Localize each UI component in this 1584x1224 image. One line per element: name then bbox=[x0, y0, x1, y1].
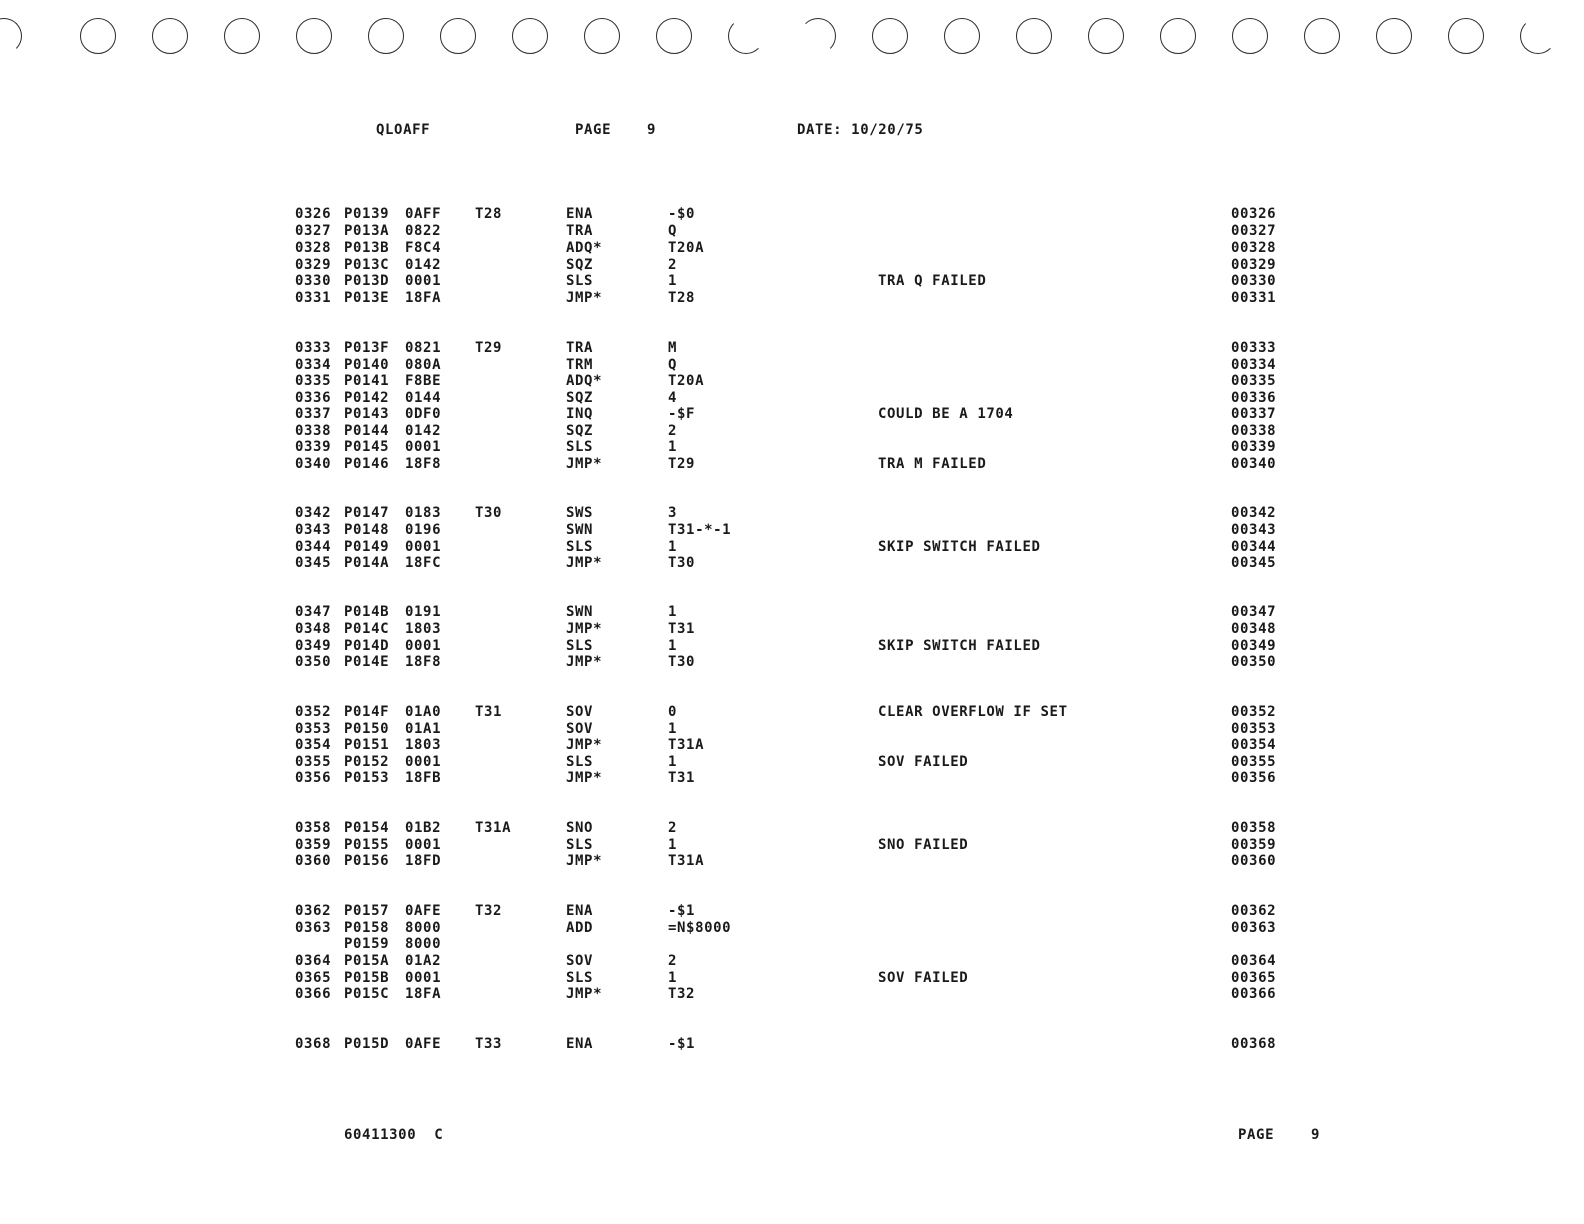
listing-row bbox=[0, 621, 1584, 638]
line-number: 0353 bbox=[295, 721, 332, 737]
operand: -$1 bbox=[668, 903, 696, 919]
listing-row bbox=[0, 439, 1584, 456]
operand: 2 bbox=[668, 423, 678, 439]
listing-row bbox=[0, 357, 1584, 374]
listing-row bbox=[0, 290, 1584, 307]
object-code: 1803 bbox=[405, 621, 442, 637]
line-number: 0350 bbox=[295, 654, 332, 670]
object-code: 0142 bbox=[405, 423, 442, 439]
line-number: 0352 bbox=[295, 704, 332, 720]
object-code: 1803 bbox=[405, 737, 442, 753]
line-number: 0359 bbox=[295, 837, 332, 853]
listing-row bbox=[0, 737, 1584, 754]
statement-label: T32 bbox=[475, 903, 503, 919]
listing-row bbox=[0, 770, 1584, 787]
address: P0146 bbox=[344, 456, 390, 472]
sequence-number: 00350 bbox=[1231, 654, 1277, 670]
footer-document-code: 60411300 C bbox=[344, 1127, 444, 1143]
opcode: ENA bbox=[566, 206, 594, 222]
object-code: 8000 bbox=[405, 920, 442, 936]
line-number: 0362 bbox=[295, 903, 332, 919]
operand: T31-*-1 bbox=[668, 522, 732, 538]
comment: SKIP SWITCH FAILED bbox=[878, 638, 1041, 654]
operand: -$0 bbox=[668, 206, 696, 222]
opcode: JMP* bbox=[566, 853, 603, 869]
operand: Q bbox=[668, 357, 678, 373]
opcode: SNO bbox=[566, 820, 594, 836]
sequence-number: 00363 bbox=[1231, 920, 1277, 936]
listing-row bbox=[0, 522, 1584, 539]
address: P0149 bbox=[344, 539, 390, 555]
address: P0157 bbox=[344, 903, 390, 919]
line-number: 0326 bbox=[295, 206, 332, 222]
operand: T32 bbox=[668, 986, 696, 1002]
listing-row bbox=[0, 456, 1584, 473]
line-number: 0334 bbox=[295, 357, 332, 373]
object-code: 0142 bbox=[405, 257, 442, 273]
address: P0148 bbox=[344, 522, 390, 538]
address: P0147 bbox=[344, 505, 390, 521]
operand: 1 bbox=[668, 539, 678, 555]
sequence-number: 00354 bbox=[1231, 737, 1277, 753]
statement-label: T29 bbox=[475, 340, 503, 356]
listing-row bbox=[0, 257, 1584, 274]
opcode: SLS bbox=[566, 439, 594, 455]
sequence-number: 00336 bbox=[1231, 390, 1277, 406]
line-number: 0355 bbox=[295, 754, 332, 770]
opcode: JMP* bbox=[566, 555, 603, 571]
line-number: 0366 bbox=[295, 986, 332, 1002]
opcode: SQZ bbox=[566, 423, 594, 439]
operand: 1 bbox=[668, 970, 678, 986]
line-number: 0328 bbox=[295, 240, 332, 256]
opcode: SWN bbox=[566, 522, 594, 538]
opcode: SLS bbox=[566, 539, 594, 555]
sequence-number: 00337 bbox=[1231, 406, 1277, 422]
sequence-number: 00362 bbox=[1231, 903, 1277, 919]
listing-row bbox=[0, 505, 1584, 522]
line-number: 0327 bbox=[295, 223, 332, 239]
opcode: SQZ bbox=[566, 257, 594, 273]
object-code: 0001 bbox=[405, 638, 442, 654]
listing-row bbox=[0, 240, 1584, 257]
line-number: 0349 bbox=[295, 638, 332, 654]
sequence-number: 00365 bbox=[1231, 970, 1277, 986]
opcode: ADQ* bbox=[566, 373, 603, 389]
sequence-number: 00326 bbox=[1231, 206, 1277, 222]
opcode: SLS bbox=[566, 837, 594, 853]
address: P0150 bbox=[344, 721, 390, 737]
sequence-number: 00331 bbox=[1231, 290, 1277, 306]
listing-row bbox=[0, 539, 1584, 556]
comment: COULD BE A 1704 bbox=[878, 406, 1014, 422]
sequence-number: 00352 bbox=[1231, 704, 1277, 720]
operand: 2 bbox=[668, 257, 678, 273]
object-code: 0144 bbox=[405, 390, 442, 406]
listing-row bbox=[0, 638, 1584, 655]
sequence-number: 00368 bbox=[1231, 1036, 1277, 1052]
object-code: 18F8 bbox=[405, 456, 442, 472]
statement-label: T31A bbox=[475, 820, 512, 836]
comment: SOV FAILED bbox=[878, 970, 969, 986]
operand: T31 bbox=[668, 621, 696, 637]
line-number: 0342 bbox=[295, 505, 332, 521]
address: P014E bbox=[344, 654, 390, 670]
opcode: JMP* bbox=[566, 737, 603, 753]
object-code: 01A2 bbox=[405, 953, 442, 969]
sequence-number: 00330 bbox=[1231, 273, 1277, 289]
line-number: 0336 bbox=[295, 390, 332, 406]
address: P015C bbox=[344, 986, 390, 1002]
opcode: ENA bbox=[566, 1036, 594, 1052]
line-number: 0364 bbox=[295, 953, 332, 969]
object-code: 0AFE bbox=[405, 903, 442, 919]
sequence-number: 00356 bbox=[1231, 770, 1277, 786]
opcode: ADD bbox=[566, 920, 594, 936]
line-number: 0344 bbox=[295, 539, 332, 555]
listing-row bbox=[0, 704, 1584, 721]
address: P013C bbox=[344, 257, 390, 273]
line-number: 0340 bbox=[295, 456, 332, 472]
sequence-number: 00340 bbox=[1231, 456, 1277, 472]
sequence-number: 00349 bbox=[1231, 638, 1277, 654]
opcode: SLS bbox=[566, 754, 594, 770]
statement-label: T33 bbox=[475, 1036, 503, 1052]
object-code: F8C4 bbox=[405, 240, 442, 256]
sequence-number: 00355 bbox=[1231, 754, 1277, 770]
address: P013B bbox=[344, 240, 390, 256]
line-number: 0329 bbox=[295, 257, 332, 273]
operand: 1 bbox=[668, 273, 678, 289]
address: P014D bbox=[344, 638, 390, 654]
address: P014A bbox=[344, 555, 390, 571]
listing-row bbox=[0, 373, 1584, 390]
sequence-number: 00328 bbox=[1231, 240, 1277, 256]
object-code: 0001 bbox=[405, 539, 442, 555]
line-number: 0343 bbox=[295, 522, 332, 538]
listing-row bbox=[0, 406, 1584, 423]
opcode: INQ bbox=[566, 406, 594, 422]
operand: 1 bbox=[668, 754, 678, 770]
listing-row bbox=[0, 837, 1584, 854]
footer-page-number: 9 bbox=[1311, 1127, 1321, 1143]
statement-label: T28 bbox=[475, 206, 503, 222]
opcode: SLS bbox=[566, 970, 594, 986]
line-number: 0333 bbox=[295, 340, 332, 356]
listing-row bbox=[0, 223, 1584, 240]
operand: T31A bbox=[668, 853, 705, 869]
line-number: 0365 bbox=[295, 970, 332, 986]
object-code: 0AFE bbox=[405, 1036, 442, 1052]
listing-row bbox=[0, 206, 1584, 223]
sequence-number: 00329 bbox=[1231, 257, 1277, 273]
operand: 2 bbox=[668, 953, 678, 969]
operand: -$1 bbox=[668, 1036, 696, 1052]
operand: 1 bbox=[668, 721, 678, 737]
operand: 1 bbox=[668, 837, 678, 853]
object-code: 0001 bbox=[405, 439, 442, 455]
listing-row bbox=[0, 423, 1584, 440]
opcode: JMP* bbox=[566, 290, 603, 306]
operand: 2 bbox=[668, 820, 678, 836]
operand: 3 bbox=[668, 505, 678, 521]
listing-row bbox=[0, 555, 1584, 572]
address: P0145 bbox=[344, 439, 390, 455]
sequence-number: 00338 bbox=[1231, 423, 1277, 439]
address: P014C bbox=[344, 621, 390, 637]
address: P0158 bbox=[344, 920, 390, 936]
opcode: TRA bbox=[566, 223, 594, 239]
footer-page-label: PAGE bbox=[1238, 1127, 1275, 1143]
sequence-number: 00353 bbox=[1231, 721, 1277, 737]
listing-row bbox=[0, 273, 1584, 290]
object-code: 0001 bbox=[405, 837, 442, 853]
opcode: SLS bbox=[566, 638, 594, 654]
address: P0140 bbox=[344, 357, 390, 373]
line-number: 0363 bbox=[295, 920, 332, 936]
line-number: 0330 bbox=[295, 273, 332, 289]
address: P0152 bbox=[344, 754, 390, 770]
operand: -$F bbox=[668, 406, 696, 422]
address: P0155 bbox=[344, 837, 390, 853]
opcode: SOV bbox=[566, 721, 594, 737]
header-page-number: 9 bbox=[647, 122, 657, 138]
listing-row bbox=[0, 340, 1584, 357]
sequence-number: 00364 bbox=[1231, 953, 1277, 969]
object-code: F8BE bbox=[405, 373, 442, 389]
address: P0151 bbox=[344, 737, 390, 753]
operand: 0 bbox=[668, 704, 678, 720]
opcode: ADQ* bbox=[566, 240, 603, 256]
operand: T31 bbox=[668, 770, 696, 786]
operand: T20A bbox=[668, 373, 705, 389]
address: P014F bbox=[344, 704, 390, 720]
sequence-number: 00339 bbox=[1231, 439, 1277, 455]
line-number: 0358 bbox=[295, 820, 332, 836]
address: P0144 bbox=[344, 423, 390, 439]
comment: TRA Q FAILED bbox=[878, 273, 987, 289]
line-number: 0368 bbox=[295, 1036, 332, 1052]
object-code: 18FB bbox=[405, 770, 442, 786]
sequence-number: 00360 bbox=[1231, 853, 1277, 869]
object-code: 0AFF bbox=[405, 206, 442, 222]
sequence-number: 00327 bbox=[1231, 223, 1277, 239]
sequence-number: 00343 bbox=[1231, 522, 1277, 538]
operand: T20A bbox=[668, 240, 705, 256]
address: P0139 bbox=[344, 206, 390, 222]
address: P013F bbox=[344, 340, 390, 356]
object-code: 18FC bbox=[405, 555, 442, 571]
sequence-number: 00345 bbox=[1231, 555, 1277, 571]
object-code: 18FA bbox=[405, 290, 442, 306]
address: P015B bbox=[344, 970, 390, 986]
line-number: 0331 bbox=[295, 290, 332, 306]
object-code: 0822 bbox=[405, 223, 442, 239]
comment: CLEAR OVERFLOW IF SET bbox=[878, 704, 1068, 720]
listing-row bbox=[0, 604, 1584, 621]
listing-row bbox=[0, 1036, 1584, 1053]
sequence-number: 00344 bbox=[1231, 539, 1277, 555]
object-code: 0183 bbox=[405, 505, 442, 521]
object-code: 0001 bbox=[405, 273, 442, 289]
listing-row bbox=[0, 986, 1584, 1003]
object-code: 01A0 bbox=[405, 704, 442, 720]
listing-row bbox=[0, 920, 1584, 937]
comment: SOV FAILED bbox=[878, 754, 969, 770]
operand: =N$8000 bbox=[668, 920, 732, 936]
comment: TRA M FAILED bbox=[878, 456, 987, 472]
opcode: TRM bbox=[566, 357, 594, 373]
address: P014B bbox=[344, 604, 390, 620]
opcode: SLS bbox=[566, 273, 594, 289]
sequence-number: 00347 bbox=[1231, 604, 1277, 620]
address: P013E bbox=[344, 290, 390, 306]
object-code: 0DF0 bbox=[405, 406, 442, 422]
object-code: 0001 bbox=[405, 754, 442, 770]
sequence-number: 00342 bbox=[1231, 505, 1277, 521]
line-number: 0347 bbox=[295, 604, 332, 620]
header-page-label: PAGE bbox=[575, 122, 612, 138]
sequence-number: 00334 bbox=[1231, 357, 1277, 373]
operand: 4 bbox=[668, 390, 678, 406]
opcode: JMP* bbox=[566, 770, 603, 786]
listing-row bbox=[0, 820, 1584, 837]
sequence-number: 00333 bbox=[1231, 340, 1277, 356]
listing-row bbox=[0, 390, 1584, 407]
opcode: SOV bbox=[566, 704, 594, 720]
operand: T30 bbox=[668, 654, 696, 670]
object-code: 0191 bbox=[405, 604, 442, 620]
opcode: SQZ bbox=[566, 390, 594, 406]
listing-row bbox=[0, 654, 1584, 671]
operand: Q bbox=[668, 223, 678, 239]
line-number: 0338 bbox=[295, 423, 332, 439]
line-number: 0356 bbox=[295, 770, 332, 786]
address: P0159 bbox=[344, 936, 390, 952]
opcode: JMP* bbox=[566, 621, 603, 637]
opcode: SOV bbox=[566, 953, 594, 969]
operand: T29 bbox=[668, 456, 696, 472]
statement-label: T30 bbox=[475, 505, 503, 521]
address: P0143 bbox=[344, 406, 390, 422]
opcode: JMP* bbox=[566, 986, 603, 1002]
header-date: DATE: 10/20/75 bbox=[797, 122, 924, 138]
operand: T28 bbox=[668, 290, 696, 306]
address: P0154 bbox=[344, 820, 390, 836]
line-number: 0348 bbox=[295, 621, 332, 637]
address: P015A bbox=[344, 953, 390, 969]
sequence-number: 00348 bbox=[1231, 621, 1277, 637]
object-code: 01A1 bbox=[405, 721, 442, 737]
sequence-number: 00366 bbox=[1231, 986, 1277, 1002]
listing-row bbox=[0, 953, 1584, 970]
line-number: 0337 bbox=[295, 406, 332, 422]
sequence-number: 00335 bbox=[1231, 373, 1277, 389]
address: P015D bbox=[344, 1036, 390, 1052]
listing-row bbox=[0, 936, 1584, 953]
operand: M bbox=[668, 340, 678, 356]
object-code: 0821 bbox=[405, 340, 442, 356]
comment: SKIP SWITCH FAILED bbox=[878, 539, 1041, 555]
line-number: 0345 bbox=[295, 555, 332, 571]
sequence-number: 00359 bbox=[1231, 837, 1277, 853]
listing-row bbox=[0, 721, 1584, 738]
opcode: ENA bbox=[566, 903, 594, 919]
line-number: 0335 bbox=[295, 373, 332, 389]
opcode: TRA bbox=[566, 340, 594, 356]
operand: T31A bbox=[668, 737, 705, 753]
opcode: JMP* bbox=[566, 456, 603, 472]
address: P0142 bbox=[344, 390, 390, 406]
object-code: 080A bbox=[405, 357, 442, 373]
listing-row bbox=[0, 903, 1584, 920]
line-number: 0339 bbox=[295, 439, 332, 455]
program-title: QLOAFF bbox=[376, 122, 431, 138]
operand: 1 bbox=[668, 439, 678, 455]
address: P013D bbox=[344, 273, 390, 289]
line-number: 0360 bbox=[295, 853, 332, 869]
comment: SNO FAILED bbox=[878, 837, 969, 853]
object-code: 8000 bbox=[405, 936, 442, 952]
object-code: 0001 bbox=[405, 970, 442, 986]
operand: 1 bbox=[668, 638, 678, 654]
listing-row bbox=[0, 754, 1584, 771]
object-code: 01B2 bbox=[405, 820, 442, 836]
operand: T30 bbox=[668, 555, 696, 571]
address: P0156 bbox=[344, 853, 390, 869]
object-code: 18F8 bbox=[405, 654, 442, 670]
statement-label: T31 bbox=[475, 704, 503, 720]
listing-row bbox=[0, 853, 1584, 870]
line-number: 0354 bbox=[295, 737, 332, 753]
object-code: 0196 bbox=[405, 522, 442, 538]
sequence-number: 00358 bbox=[1231, 820, 1277, 836]
address: P013A bbox=[344, 223, 390, 239]
object-code: 18FD bbox=[405, 853, 442, 869]
opcode: JMP* bbox=[566, 654, 603, 670]
listing-row bbox=[0, 970, 1584, 987]
opcode: SWS bbox=[566, 505, 594, 521]
opcode: SWN bbox=[566, 604, 594, 620]
object-code: 18FA bbox=[405, 986, 442, 1002]
address: P0153 bbox=[344, 770, 390, 786]
address: P0141 bbox=[344, 373, 390, 389]
operand: 1 bbox=[668, 604, 678, 620]
